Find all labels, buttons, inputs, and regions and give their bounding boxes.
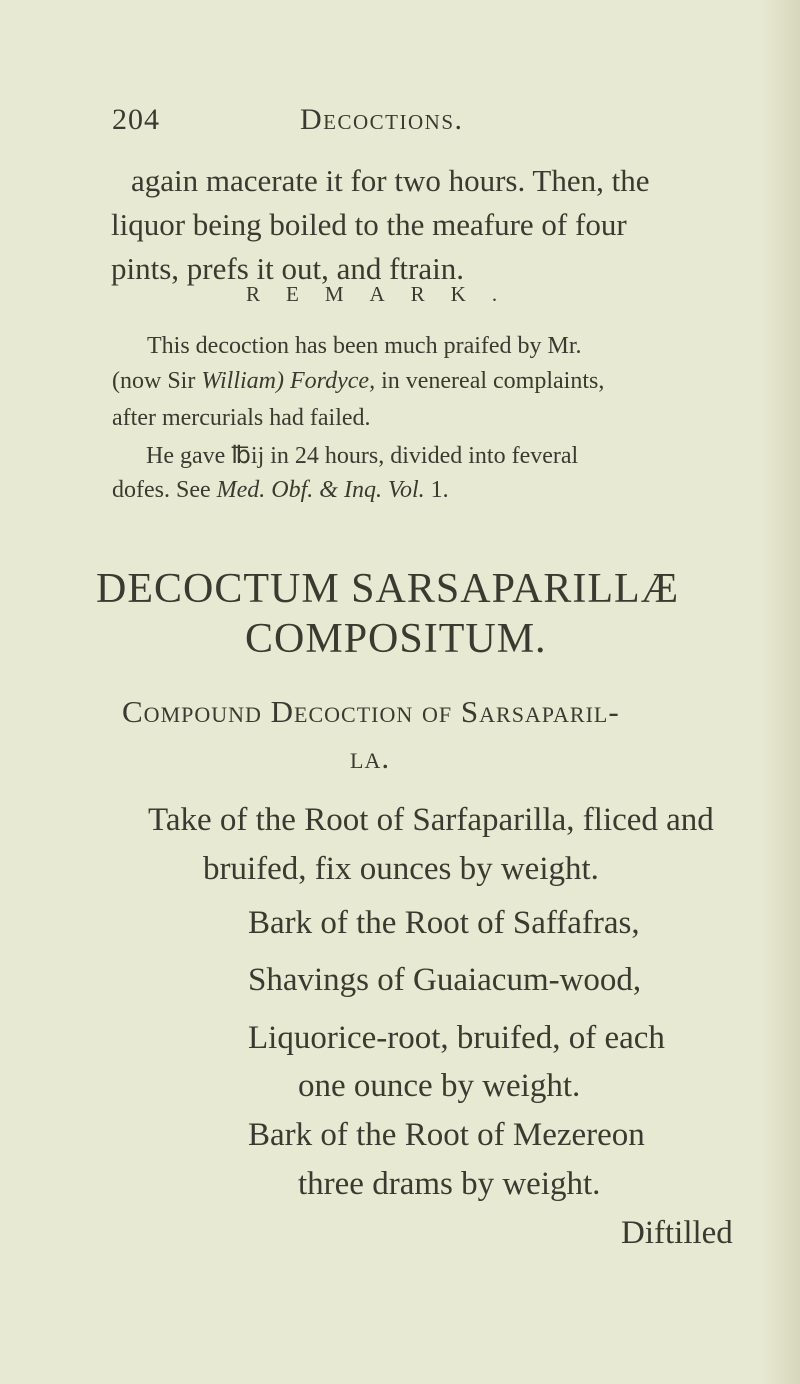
continuation-line: pints, prefs it out, and ftrain. <box>111 251 464 286</box>
recipe-line: three drams by weight. <box>298 1166 601 1202</box>
section-title: DECOCTUM SARSAPARILLÆ <box>96 566 680 612</box>
recipe-line: Bark of the Root of Mezereon <box>248 1117 645 1153</box>
recipe-line: one ounce by weight. <box>298 1068 581 1104</box>
remark-line: after mercurials had failed. <box>112 405 371 431</box>
remark-heading: REMARK. <box>246 282 524 306</box>
recipe-line: bruifed, fix ounces by weight. <box>203 851 599 887</box>
section-subtitle: Compound Decoction of Sarsaparil- <box>122 694 620 729</box>
page-edge-shadow <box>760 0 800 1384</box>
continuation-line: again macerate it for two hours. Then, the <box>131 163 650 198</box>
remark-line: dofes. See Med. Obf. & Inq. Vol. 1. <box>112 477 449 503</box>
continuation-line: liquor being boiled to the meafure of four <box>111 207 627 242</box>
catchword: Diftilled <box>621 1215 733 1251</box>
section-subtitle: la. <box>350 740 391 775</box>
recipe-line: Bark of the Root of Saffafras, <box>248 905 640 941</box>
section-title: COMPOSITUM. <box>245 616 547 662</box>
page-number: 204 <box>112 103 160 136</box>
remark-line: This decoction has been much praifed by Mr. <box>147 333 582 359</box>
remark-line: (now Sir William) Fordyce, in venereal complaints, <box>112 368 605 394</box>
recipe-line: Take of the Root of Sarfaparilla, fliced and <box>148 802 714 838</box>
recipe-line: Liquorice-root, bruifed, of each <box>248 1020 665 1056</box>
running-head: Decoctions. <box>300 103 464 136</box>
recipe-line: Shavings of Guaiacum-wood, <box>248 962 642 998</box>
remark-line: He gave ℔ij in 24 hours, divided into feveral <box>146 443 579 469</box>
